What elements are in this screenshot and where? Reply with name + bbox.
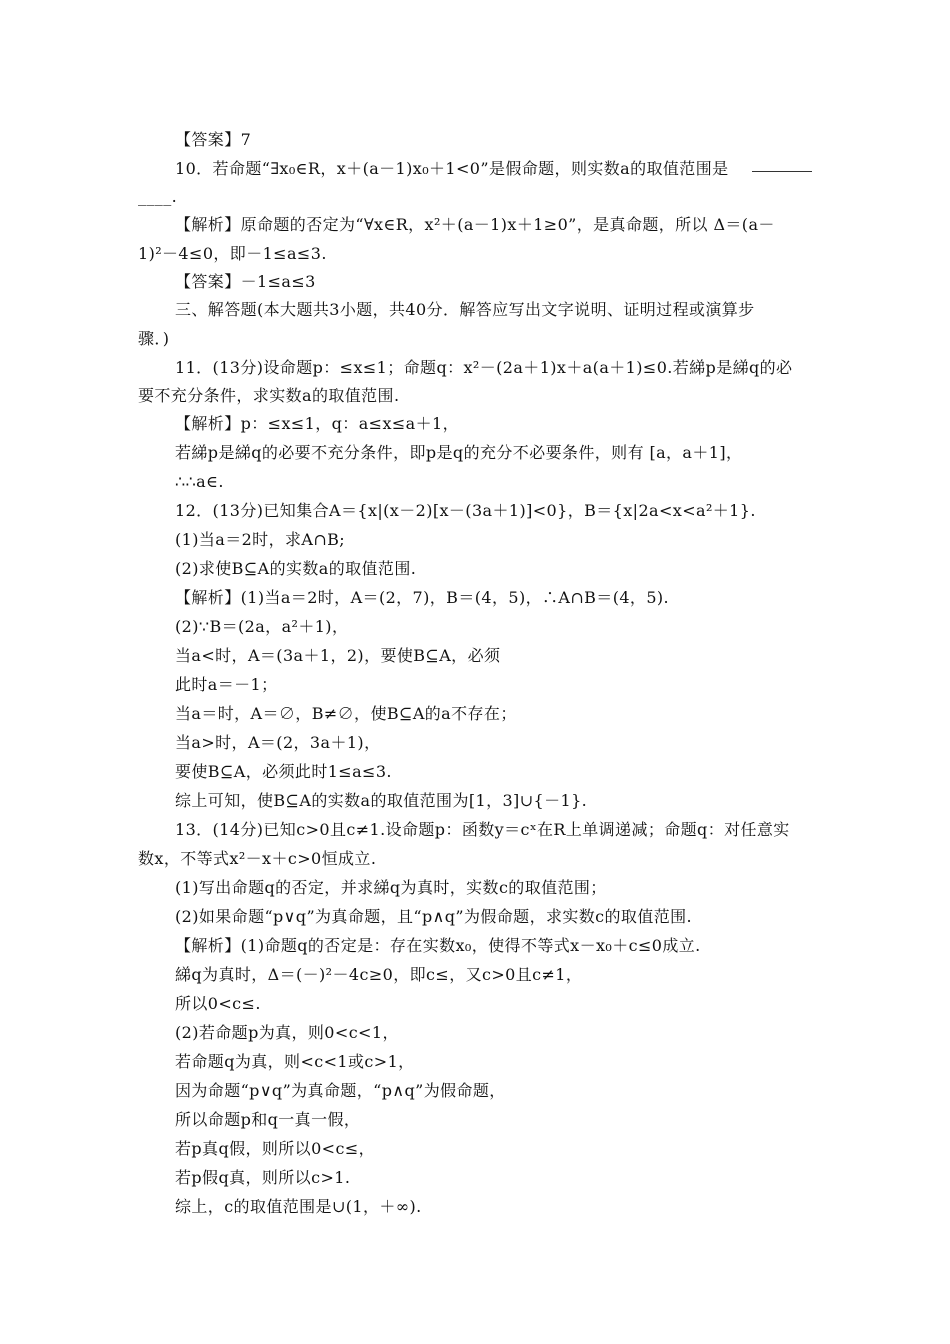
q13-analysis-line8: 若p真q假，则所以0<c≤， — [175, 1139, 376, 1158]
answer-10: 【答案】－1≤a≤3 — [175, 272, 316, 291]
q11-analysis-line2: 若綈p是綈q的必要不充分条件，即p是q的充分不必要条件，则有 [a，a＋1]， — [175, 443, 743, 462]
section-3-heading: 三、解答题(本大题共3小题，共40分．解答应写出文字说明、证明过程或演算步 — [175, 300, 755, 319]
q12-analysis-line7: 要使B⊆A，必须此时1≤a≤3. — [175, 762, 392, 781]
q12-analysis-line1: 【解析】(1)当a＝2时，A＝(2，7)，B＝(4，5)，∴A∩B＝(4，5). — [175, 588, 670, 607]
q13-analysis-line3: 所以0<c≤. — [175, 994, 261, 1013]
q12-part2: (2)求使B⊆A的实数a的取值范围. — [175, 559, 417, 578]
q13-analysis-line7: 所以命题p和q一真一假， — [175, 1110, 361, 1129]
q13-part1: (1)写出命题q的否定，并求綈q为真时，实数c的取值范围； — [175, 878, 607, 897]
q10-analysis-line1: 【解析】原命题的否定为“∀x∈R，x²＋(a－1)x＋1≥0”，是真命题，所以 Δ＝(a－ — [175, 215, 775, 234]
answer-9: 【答案】7 — [175, 130, 252, 149]
q12-analysis-line4: 此时a＝－1； — [175, 675, 278, 694]
q10-line2: ____. — [138, 187, 178, 206]
q13-analysis-line2: 綈q为真时，Δ＝(－)²－4c≥0，即c≤，又c>0且c≠1， — [175, 965, 583, 984]
q12-part1: (1)当a＝2时，求A∩B; — [175, 530, 346, 549]
q13-analysis-line1: 【解析】(1)命题q的否定是：存在实数x₀，使得不等式x－x₀＋c≤0成立. — [175, 936, 701, 955]
q13-part2: (2)如果命题“p∨q”为真命题，且“p∧q”为假命题，求实数c的取值范围. — [175, 907, 693, 926]
q13-analysis-line5: 若命题q为真，则<c<1或c>1， — [175, 1052, 415, 1071]
q13-analysis-line9: 若p假q真，则所以c>1. — [175, 1168, 351, 1187]
q12-analysis-line2: (2)∵B＝(2a，a²＋1)， — [175, 617, 349, 636]
q10-line1: 10．若命题“∃x₀∈R，x＋(a－1)x₀＋1<0”是假命题，则实数a的取值范围是 — [175, 159, 729, 178]
q11-analysis-line1: 【解析】p：≤x≤1，q：a≤x≤a＋1， — [175, 414, 459, 433]
q12-analysis-line6: 当a>时，A＝(2，3a＋1)， — [175, 733, 381, 752]
q13-line2: 数x，不等式x²－x＋c>0恒成立. — [138, 849, 377, 868]
section-3-heading-cont: 骤．) — [138, 329, 170, 348]
q13-line1: 13．(14分)已知c>0且c≠1.设命题p：函数y＝cˣ在R上单调递减；命题q：对任意实 — [175, 820, 790, 839]
q12-analysis-line8: 综上可知，使B⊆A的实数a的取值范围为[1，3]∪{－1}. — [175, 791, 588, 810]
q13-analysis-line4: (2)若命题p为真，则0<c<1， — [175, 1023, 399, 1042]
q11-line1: 11．(13分)设命题p：≤x≤1；命题q：x²－(2a＋1)x＋a(a＋1)≤0.若綈p是綈q的必 — [175, 358, 793, 377]
q12-line1: 12．(13分)已知集合A＝{x|(x－2)[x－(3a＋1)]<0}，B＝{x|2a<x<a²＋1}. — [175, 501, 756, 520]
q10-analysis-line2: 1)²－4≤0，即－1≤a≤3. — [138, 244, 327, 263]
q12-analysis-line3: 当a<时，A＝(3a＋1，2)，要使B⊆A，必须 — [175, 646, 501, 665]
q12-analysis-line5: 当a＝时，A＝∅，B≠∅，使B⊆A的a不存在； — [175, 704, 517, 723]
q11-analysis-line3: ∴∴a∈. — [175, 472, 224, 491]
q11-line2: 要不充分条件，求实数a的取值范围. — [138, 386, 400, 405]
answer-blank — [752, 170, 812, 172]
q13-analysis-line10: 综上，c的取值范围是∪(1，＋∞). — [175, 1197, 422, 1216]
q13-analysis-line6: 因为命题“p∨q”为真命题，“p∧q”为假命题， — [175, 1081, 506, 1100]
